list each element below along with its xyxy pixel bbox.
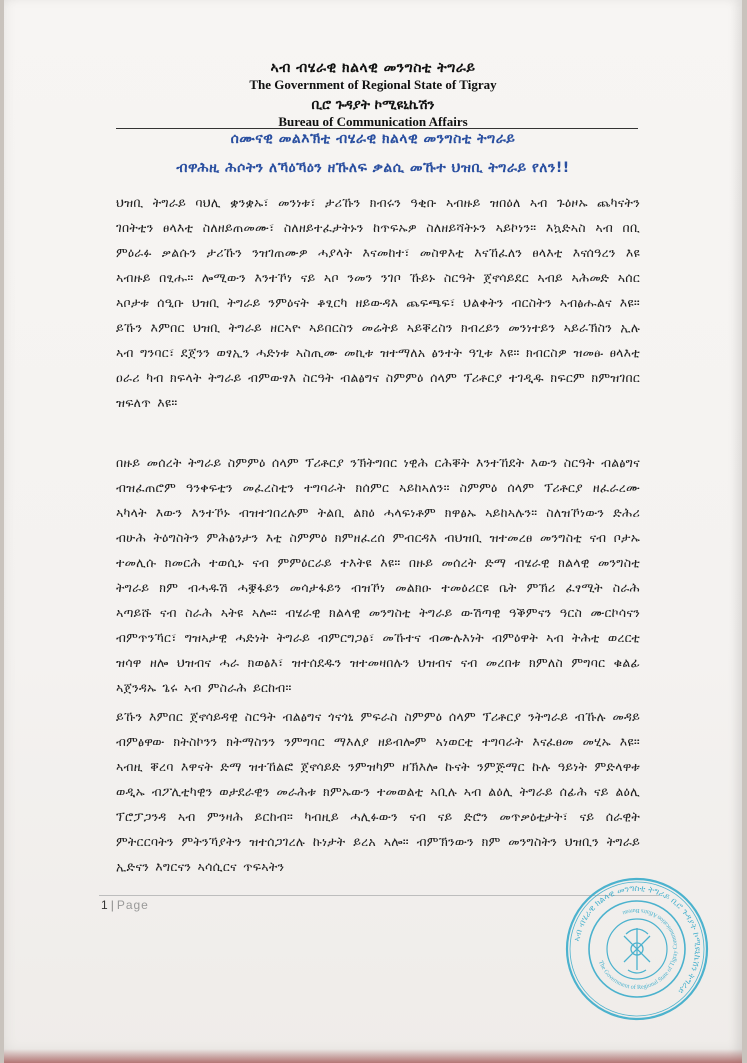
body-paragraph-1: ህዝቢ ትግራይ ባህሊ ቋንቋኡ፣ መንነቱ፣ ታሪኹን ክብሩን ዓቂቡ ኣብዙይ ዝበዕለ ኣብ ጉዕዞኡ ጨካናትን ገበትቲን ፀላእቲ ስለዘይጠመሙ፣ ስለዘይተፈታትኑን ከጥፍኡዎ ስለዘይሻትኑን ኣይኮነን። እኳድኣስ ኣብ በቢ ምዕራፉ ቃልሱን ታሪኹን ንዝገጠሙዎ ሓያላት እናመከተ፣ መስዋእቲ እናኸፈለን ፀላእቲ እናሰዓረን እዩ ኣብዙይ በፂሑ። ሎሚውን እንተኾነ ናይ ኣቦ ንመን ንገቦ ኹይኑ ስርዓት ጀኖሳይደር ኣብይ ኣሕመድ ኣሰር ኣቦታቱ ሰዒቡ ህዝቢ ትግራይ ንምዕናት ቆፂርካ ዘይውዳእ ጨፍጫፍ፣ ህልቀትን ብርስትን ኣብፅሑልና እዩ። ይኹን እምበር ህዝቢ ትግራይ ዘርኣዮ ኣይበርስን መሬትይ ኣይቐረስን ክብረይን መንነተይን ኣይራኽስን ኢሉ ኣብ ግንባር፣ ደጀንን ወፃኢን ሓድነቱ ኣስጢሙ መኪቱ ዝተማለአ ፅንተት ዓጊቱ እዩ። ክብርስዎ ዝመፁ ፀላእቲ ዐራሪ ካብ ክፍላት ትግራይ ብምውፃእ ስርዓት ብልፅግና ስምምዕ ሰላም ፕሪቶርያ ተገዲዱ ክፍርም ክምዝገበር ዝፍለጥ እዩ። — [116, 195, 640, 410]
seal-icon — [564, 876, 710, 1022]
letterhead-divider — [116, 128, 638, 129]
page-number — [101, 898, 149, 912]
page-number-value: 1 — [101, 898, 108, 912]
page-bottom-edge — [4, 1049, 742, 1063]
official-seal-stamp — [564, 876, 710, 1022]
seal-inner-text: The Government of Regional State of Tigray Communication Affairs Bureau — [597, 906, 680, 992]
letterhead-government-english: The Government of Regional State of Tigray — [249, 77, 497, 92]
document-page — [4, 0, 742, 1063]
letterhead-bureau-amharic: ቢሮ ጉዳያት ኮሚዩኒኬሽን — [311, 97, 435, 113]
letterhead-government-amharic: ኣብ ብሄራዊ ክልላዊ መንግስቲ ትግራይ — [270, 60, 476, 76]
document-subtitle: ብዋሕዚ ሕሶትን ለኻዕኻዕን ዘኹለፍ ቃልሲ መኹተ ህዝቢ ትግራይ የለን!! — [176, 160, 570, 176]
letterhead — [4, 60, 742, 130]
body-paragraph-2: በዙይ መሰረት ትግራይ ስምምዕ ሰላም ፕሪቶርያ ንኽትግበር ነዊሕ ርሕቐት እንተኸደት እውን ስርዓት ብልፅግና ብዝፈጠሮም ዓንቀፍቲን መፈረስቲን ተግባራት ክሰምር ኣይከኣለን። ስምምዕ ሰላም ፕሪቶርያ ዘፈራረሙ ኣካላት እውን እንተኾኑ ብዝተገበረሉም ትልቢ ልክዕ ሓላፍነቶም ክዋፅኡ ኣይከኣሉን። ስለዝኾነውን ድሕሪ ብሁሕ ትዕግስትን ምሕፅንታን እቲ ስምምዕ ክምዘፈረሰ ምብርዳእ ብህዝቢ ዝተመረፀ መንግስቲ ናብ ቦታኡ ተመሊሱ ክመርሕ ተወሲኑ ናብ ምምዕርራይ ተእትዩ እዩ። በዙይ መሰረት ድማ ብሄራዊ ክልላዊ መንግስቲ ትግራይ ክም ብሓዱሽ ሓቛፋይን መሳታፋይን ብዝኾነ መልክዑ ተመዕሪርዩ ቤት ምኽሪ ፈፃሚት ስራሕ ኣጣይሹ ናብ ስራሕ ኣትዩ ኣሎ። ብሄራዊ ክልላዊ መንግስቲ ትግራይ ውሽጣዊ ዓቕምናን ዓርስ ሙርኮሳናን ብምጥንኻር፣ ግዝኣታዊ ሓድነት ትግራይ ብምርግጋፅ፣ መኹተና ብሙሉእነት ብምዕዋት ኣብ ትሕቲ ወረርቲ ዝሳዋ ዘሎ ህዝብና ሓራ ክወፅእ፣ ዝተሰደዱን ዝተመዛበሉን ህዝብና ናብ መረበቱ ክምለስ ምግባር ቁልፊ ኣጀንዳኡ ጌሩ ኣብ ምስራሕ ይርከብ። — [116, 455, 640, 695]
document-title: ሰሙናዊ መልእኽቲ ብሄራዊ ክልላዊ መንግስቲ ትግራይ — [230, 131, 516, 147]
body-paragraph-3: ይኹን እምበር ጀኖሳይዳዊ ስርዓት ብልፅግና ጎናጎኒ ምፍራስ ስምምዕ ሰላም ፕሪቶርያ ንትግራይ ብኹሉ መዳይ ብምፅዋው ክትስኮንን ክትማስንን ንምግባር ማእለያ ዘይብሎም ኣነወርቲ ተግባራት እናፈፀመ መሂኡ እዩ። ኣብዚ ቐረባ እዋናት ድማ ዝተኸልፎ ጀኖሳይድ ንምዝካም ዘኽእሎ ኩናት ንምጅማር ኩሉ ዓይነት ምድላዋቱ ወዲኡ ብፖሊቲካዊን ወታደራዊን መራሕቱ ክምኡውን ተመወልቲ ኣቢሉ ኣብ ልዕሊ ትግራይ ሰፊሕ ናይ ልዕሊ ፕሮፓጋንዳ ኣብ ምንዛሕ ይርከብ። ካብዚይ ሓሊፉውን ናብ ናይ ድሮን መጥቃዕቲታት፣ ናይ ሰራዊት ምትርርባትን ምትንኻያትን ዝተሰጋገረሉ ኩነታት ይረአ ኣሎ። ብምኽንውን ክም መንግስትን ህዝቢን ትግራይ ኢድናን እግርናን ኣሳሲርና ጥፍኣትን — [116, 709, 640, 874]
page-label: Page — [116, 898, 149, 912]
letterhead-bureau-english: Bureau of Communication Affairs — [278, 114, 468, 129]
page-number-separator: | — [110, 898, 114, 912]
seal-outer-text: ኣብ ብሄራዊ ክልላዊ መንግስቲ ትግራይ ቢሮ ጉዳያት ኮሚዩኒኬሽን ትግራይ — [572, 883, 703, 996]
